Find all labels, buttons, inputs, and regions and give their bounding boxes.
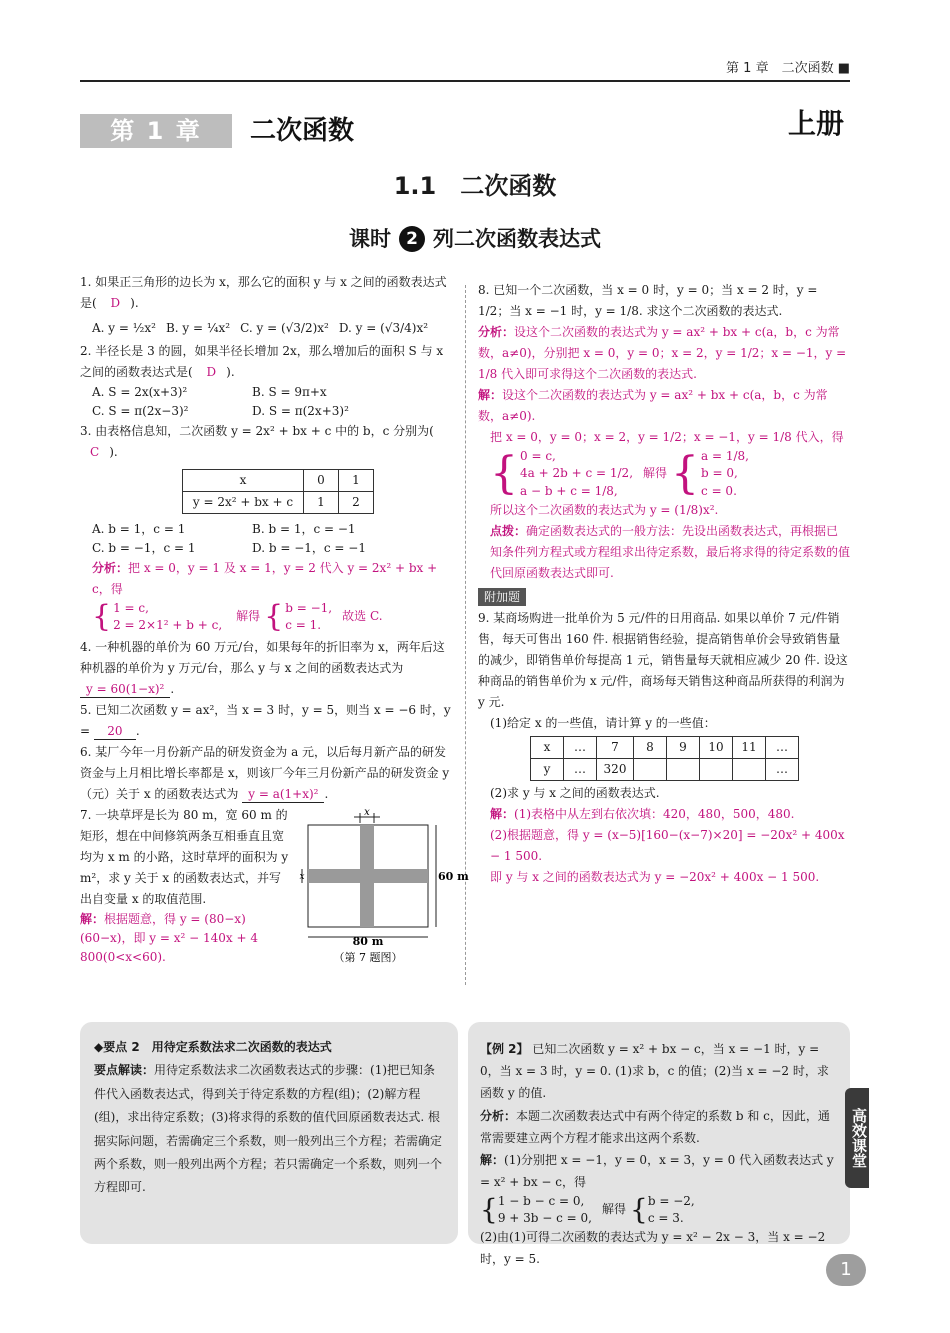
table-cell: … [766, 737, 799, 759]
example-system1-eq1: 1 − b − c = 0, [497, 1194, 585, 1209]
q3-analysis-text: 把 x = 0，y = 1 及 x = 1，y = 2 代入 y = 2x² + bx + c，得 [92, 561, 438, 597]
question-1 [80, 272, 452, 314]
section-title: 1.1 二次函数 [393, 172, 557, 200]
example-solution [480, 1149, 838, 1193]
q2-close: ). [226, 365, 235, 379]
question-5: 5. 已知二次函数 y = ax²，当 x = 3 时，y = 5，则当 x = −6 时，y = 20 . [80, 700, 452, 742]
table-cell [733, 758, 766, 780]
q9-solution-label: 解： [490, 806, 515, 821]
q1-options [92, 318, 452, 339]
brace-icon: { [92, 598, 112, 634]
q2-option-d: D. S = π(2x+3)² [252, 404, 349, 419]
q3-system2-eq2: c = 1. [285, 617, 322, 632]
table-cell: 0 [304, 470, 339, 492]
example-solution-text: (1)分别把 x = −1，y = 0，x = 3，y = 0 代入函数表达式 y = x² + bx − c，得 [480, 1152, 834, 1190]
q3-option-c: C. b = −1，c = 1 [92, 541, 196, 556]
header-rule [80, 80, 850, 82]
table-cell: … [564, 758, 597, 780]
q3-system2-eq1: b = −1, [285, 601, 333, 616]
q3-option-b: B. b = 1，c = −1 [252, 521, 356, 536]
example-analysis [480, 1105, 838, 1149]
lesson-name: 列二次函数表达式 [433, 227, 601, 251]
question-8: 8. 已知一个二次函数，当 x = 0 时，y = 0；当 x = 2 时，y = 1/2；当 x = −1 时，y = 1/8. 求这个二次函数的表达式. [478, 283, 818, 318]
q8-analysis [478, 322, 850, 385]
q9-part1: (1)给定 x 的一些值，请计算 y 的一些值： [490, 716, 716, 731]
q3-option-d: D. b = −1，c = −1 [252, 541, 366, 556]
brace-icon: { [264, 598, 284, 634]
q3-analysis-label: 分析： [92, 561, 129, 576]
fig-label-x: x [364, 806, 370, 818]
q8-system1-eq3: a − b + c = 1/8, [520, 483, 618, 498]
question-7 [80, 805, 469, 985]
table-cell: 7 [597, 737, 634, 759]
example-stem-text: 已知二次函数 y = x² + bx − c，当 x = −1 时，y = 0，当 x = 3 时，y = 0. (1)求 b，c 的值；(2)当 x = −2 时，求函数 y 的值. [480, 1042, 829, 1101]
q1-answer: D [110, 296, 121, 310]
question-2 [80, 341, 452, 383]
q3-answer: C [90, 445, 100, 460]
volume-label: 上册 [788, 107, 845, 140]
q8-solution-text1: 设这个二次函数的表达式为 y = ax² + bx + c(a，b，c 为常数，a≠0). [478, 388, 828, 423]
q6-answer: y = a(1+x)² [242, 787, 324, 804]
table-row [531, 758, 799, 780]
table-cell: 8 [634, 737, 667, 759]
q3-conclusion: 故选 C. [342, 609, 383, 624]
brace-icon: { [480, 1192, 498, 1226]
key-point-text [94, 1059, 444, 1199]
example-solution-label: 解： [480, 1152, 505, 1167]
q7-solution [80, 910, 290, 968]
q1-close: ). [130, 296, 139, 310]
example-system2-eq2: c = 3. [647, 1210, 684, 1225]
q2-option-c: C. S = π(2x−3)² [92, 404, 189, 419]
q2-option-b: B. S = 9π+x [252, 385, 327, 399]
q8-solution-label: 解： [478, 388, 503, 402]
table-cell: … [564, 737, 597, 759]
table-row [531, 737, 799, 759]
fig-label-height: 60 m [438, 869, 469, 883]
q3-systems [92, 600, 452, 632]
q3-stem: 3. 由表格信息知，二次函数 y = 2x² + bx + c 中的 b，c 分别为( [80, 424, 434, 439]
q1-option-c: C. y = (√3/2)x² [240, 321, 329, 335]
example-system1-eq2: 9 + 3b − c = 0, [497, 1210, 592, 1225]
q1-stem: 1. 如果正三角形的边长为 x，那么它的面积 y 与 x 之间的函数表达式是( [80, 275, 447, 310]
table-cell: 2 [339, 492, 374, 514]
example-label: 【例 2】 [480, 1042, 529, 1056]
right-column [478, 280, 850, 888]
q2-answer: D [206, 365, 217, 379]
fig-label-x-side: x [299, 871, 305, 882]
running-header: 第 1 章 二次函数 ■ [726, 61, 850, 76]
brace-icon: { [490, 448, 518, 500]
q2-options [92, 383, 452, 421]
table-cell [700, 758, 733, 780]
key-point-label: 要点解读： [94, 1063, 155, 1078]
q3-options [92, 520, 452, 558]
table-cell: 9 [667, 737, 700, 759]
horizontal-road [308, 869, 428, 883]
brace-icon: { [630, 1192, 648, 1226]
table-row [183, 470, 374, 492]
table-row [183, 492, 374, 514]
q7-solution-text: 根据题意，得 y = (80−x)(60−x)，即 y = x² − 140x + 4 800(0<x<60). [80, 911, 258, 965]
q6-stem: 6. 某厂今年一月份新产品的研发资金为 a 元，以后每月新产品的研发资金与上月相比增长率都是 x，则该厂今年三月份新产品的研发资金 y（元）关于 x 的函数表达式为 [80, 744, 450, 801]
q9-part2: (2)求 y 与 x 之间的函数表达式. [490, 785, 660, 800]
question-9: 9. 某商场购进一批单价为 5 元/件的日用商品. 如果以单价 7 元/件销售，每天可售出 160 件. 根据销售经验，提高销售单价会导致销售量的减少，即销售单价每提高 1 元，销售量每天就相应减少 20 件. 设这种商品的销售单价为 x 元/件，商场每天销售这种商品所获得的利润为 y 元. [478, 611, 848, 710]
example-systems [480, 1193, 838, 1225]
q4-answer: y = 60(1−x)² [80, 682, 170, 699]
q8-system1-eq2: 4a + 2b + c = 1/2, [520, 466, 634, 481]
extra-label: 附加题 [478, 588, 526, 606]
q8-system2-eq1: a = 1/8, [701, 449, 749, 463]
left-column [80, 272, 469, 985]
q9-table [530, 736, 799, 781]
example-analysis-label: 分析： [480, 1108, 517, 1123]
q3-solve-word: 解得 [236, 609, 261, 624]
table-cell: 320 [597, 758, 634, 780]
q1-option-a: A. y = ½x² [92, 321, 156, 335]
q3-system1-eq1: 1 = c, [113, 601, 149, 616]
table-cell [634, 758, 667, 780]
q8-solution [478, 385, 850, 427]
q8-solution-2: 把 x = 0，y = 0；x = 2，y = 1/2；x = −1，y = 1/8 代入，得 [490, 430, 844, 444]
q7-stem: 7. 一块草坪是长为 80 m，宽 60 m 的矩形，想在中间修筑两条互相垂直且宽均为 x m 的小路，这时草坪的面积为 y m²，求 y 关于 x 的函数表达式，并写出自变量 x 的取值范围. [80, 807, 289, 906]
table-cell: 1 [339, 470, 374, 492]
question-3 [80, 421, 452, 463]
q8-result: 所以这个二次函数的表达式为 y = (1/8)x². [490, 503, 719, 518]
q8-tip-label: 点拨： [490, 524, 527, 539]
table-cell: x [531, 737, 564, 759]
example-stem [480, 1038, 838, 1105]
table-cell [667, 758, 700, 780]
q5-answer: 20 [94, 724, 136, 741]
q8-system2-eq2: b = 0, [701, 466, 738, 481]
q9-solution-2: (2)根据题意，得 y = (x−5)[160−(x−7)×20] = −20x² + 400x − 1 500. [490, 827, 845, 863]
q8-tip [478, 521, 850, 584]
lesson-number-badge: 2 [399, 226, 425, 252]
table-cell: y = 2x² + bx + c [183, 492, 304, 514]
chapter-title: 二次函数 [250, 116, 355, 146]
q9-solution-1: (1)表格中从左到右依次填：420，480，500，480. [514, 806, 795, 821]
table-cell: 11 [733, 737, 766, 759]
question-4: 4. 一种机器的单价为 60 万元/台，如果每年的折旧率为 x，两年后这种机器的单价为 y 万元/台，那么 y 与 x 之间的函数表达式为 y = 60(1−x)² . [80, 637, 452, 700]
key-point-title: ◆要点 2 用待定系数法求二次函数的表达式 [94, 1040, 332, 1054]
q4-stem: 4. 一种机器的单价为 60 万元/台，如果每年的折旧率为 x，两年后这种机器的单价为 y 万元/台，那么 y 与 x 之间的函数表达式为 [80, 639, 445, 675]
q8-systems [490, 448, 850, 500]
key-point-box [80, 1022, 458, 1244]
table-cell: y [531, 758, 564, 780]
table-cell: x [183, 470, 304, 492]
q1-option-b: B. y = ¼x² [165, 321, 231, 335]
brace-icon: { [671, 448, 700, 500]
key-point-body: 用待定系数法求二次函数表达式的步骤：(1)把已知条件代入函数表达式，得到关于待定系数的方程(组)；(2)解方程(组)，求出待定系数；(3)将求得的系数的值代回原函数表达式. 根据实际问题，若需确定三个系数，则一般列出三个方程；若需确定两个系数，则一般列出两个方程；若只需确定一个系数，则列一个方程即可. [94, 1063, 443, 1195]
q3-close: ). [109, 445, 118, 460]
q7-solution-label: 解： [80, 911, 105, 926]
q7-lawn-figure [298, 805, 469, 965]
q3-option-a: A. b = 1，c = 1 [92, 521, 186, 536]
example-solve-word: 解得 [602, 1202, 627, 1217]
table-cell: 10 [700, 737, 733, 759]
q3-table [182, 469, 374, 514]
q8-analysis-label: 分析： [478, 325, 515, 339]
q8-analysis-text: 设这个二次函数的表达式为 y = ax² + bx + c(a，b，c 为常数，a≠0)，分别把 x = 0，y = 0；x = 2，y = 1/2；x = −1，y = 1/8 代入即可求得这个二次函数的表达式. [478, 325, 847, 381]
page-number: 1 [826, 1254, 866, 1286]
example-system2-eq1: b = −2, [647, 1194, 695, 1209]
table-cell: 1 [304, 492, 339, 514]
table-cell: … [766, 758, 799, 780]
q8-system1-eq1: 0 = c, [520, 449, 556, 463]
q1-option-d: D. y = (√3/4)x² [338, 321, 429, 335]
side-tab: 高效课堂 [845, 1088, 869, 1188]
example-analysis-text: 本题二次函数表达式中有两个待定的系数 b 和 c，因此，通常需要建立两个方程才能求出这两个系数. [480, 1108, 830, 1145]
q2-stem: 2. 半径长是 3 的圆，如果半径长增加 2x，那么增加后的面积 S 与 x 之间的函数表达式是( [80, 344, 444, 379]
q2-option-a: A. S = 2x(x+3)² [92, 385, 188, 399]
q8-system2-eq3: c = 0. [701, 483, 737, 498]
q9-solution [478, 804, 850, 825]
fig-label-width: 80 m [352, 934, 384, 948]
q3-analysis [92, 558, 452, 600]
fig-caption: （第 7 题图） [333, 950, 403, 964]
example-box [468, 1022, 850, 1266]
chapter-label: 第 1 章 [80, 114, 232, 148]
q3-system1-eq2: 2 = 2×1² + b + c, [113, 617, 223, 632]
q9-solution-3: 即 y 与 x 之间的函数表达式为 y = −20x² + 400x − 1 500. [490, 869, 820, 884]
question-6: 6. 某厂今年一月份新产品的研发资金为 a 元，以后每月新产品的研发资金与上月相比增长率都是 x，则该厂今年三月份新产品的研发资金 y（元）关于 x 的函数表达式为 y = a(1+x)² . [80, 742, 452, 805]
lesson-prefix: 课时 [349, 227, 391, 251]
q8-tip-text: 确定函数表达式的一般方法：先设出函数表达式，再根据已知条件列方程式或方程组求出待定系数，最后将求得的待定系数的值代回原函数表达式即可. [490, 524, 851, 581]
lesson-title [0, 222, 950, 256]
q8-solve-word: 解得 [643, 466, 668, 481]
example-solution-2: (2)由(1)可得二次函数的表达式为 y = x² − 2x − 3，当 x = −2 时，y = 5. [480, 1229, 826, 1266]
q5-stem: 5. 已知二次函数 y = ax²，当 x = 3 时，y = 5，则当 x = −6 时，y = [80, 702, 451, 738]
